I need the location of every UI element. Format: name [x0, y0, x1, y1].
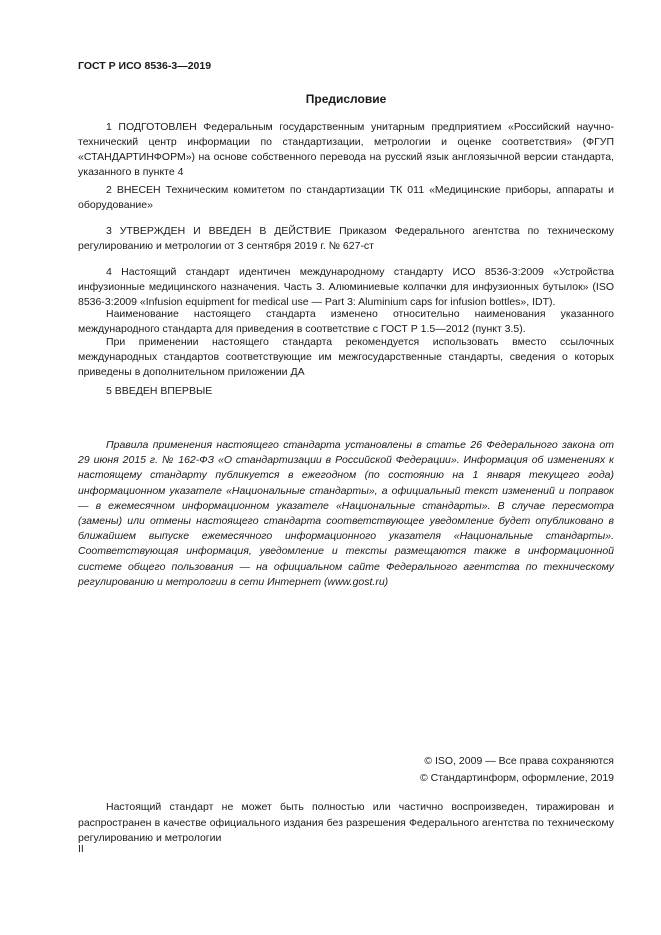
rules-note: Правила применения настоящего стандарта установлены в статье 26 Федерального закона от 29 июня 2015 г. № 162-ФЗ «О стандартизации в Российской Федерации». Информация об изменениях к настоящему стандарту публикуется в ежегодном (по состоянию на 1 января текущего года) информационном указателе «Национальные стандарты», а официальный текст изменений и поправок — в ежемесячном информационном указателе «Национальные стандарты». В случае пересмотра (замены) или отмены настоящего стандарта соответствующее уведомление будет опубликовано в ближайшем выпуске ежемесячного информационного указателя «Национальные стандарты». Соответствующая информация, уведомление и тексты размещаются также в информационной системе общего пользования — на официальном сайте Федерального агентства по техническому регулированию и метрологии в сети Интернет (www.gost.ru): [78, 439, 614, 588]
paragraph-prepared: 1 ПОДГОТОВЛЕН Федеральным государственным унитарным предприятием «Российский научно-технический центр информации по стандартизации, метрологии и оценке соответствия» (ФГУП «СТАНДАРТИНФОРМ») на основе собственного перевода на русский язык англоязычной версии стандарта, указанного в пункте 4: [78, 121, 614, 178]
reproduction-notice: Настоящий стандарт не может быть полностью или частично воспроизведен, тиражирован и распространен в качестве официального издания без разрешения Федерального агентства по техническому регулированию и метрологии: [78, 801, 614, 844]
copyright-standartinform: © Стандартинформ, оформление, 2019: [419, 772, 614, 784]
page-number: II: [78, 843, 84, 855]
paragraph-introduced: 2 ВНЕСЕН Техническим комитетом по стандартизации ТК 011 «Медицинские приборы, аппараты и оборудование»: [78, 184, 614, 211]
page-title: Предисловие: [305, 92, 387, 106]
copyright-iso: © ISO, 2009 — Все права сохраняются: [424, 755, 614, 767]
paragraph-name-change: Наименование настоящего стандарта изменено относительно наименования указанного международного стандарта для приведения в соответствие с ГОСТ Р 1.5—2012 (пункт 3.5).: [78, 308, 614, 335]
paragraph-identical: 4 Настоящий стандарт идентичен международному стандарту ИСО 8536-3:2009 «Устройства инфузионные медицинского назначения. Часть 3. Алюминиевые колпачки для инфузионных бутылок» (ISO 8536-3:2009 «Infusion equipment for medical use — Part 3: Aluminium caps for infusion bottles», IDT).: [78, 266, 614, 308]
paragraph-application: При применении настоящего стандарта рекомендуется использовать вместо ссылочных международных стандартов соответствующие им межгосударственные стандарты, сведения о которых приведены в дополнительном приложении ДА: [78, 336, 614, 378]
document-code: ГОСТ Р ИСО 8536-3—2019: [78, 60, 212, 72]
paragraph-first-introduced: 5 ВВЕДЕН ВПЕРВЫЕ: [106, 385, 213, 397]
paragraph-approved: 3 УТВЕРЖДЕН И ВВЕДЕН В ДЕЙСТВИЕ Приказом Федерального агентства по техническому регулированию и метрологии от 3 сентября 2019 г. № 627-ст: [78, 225, 614, 252]
